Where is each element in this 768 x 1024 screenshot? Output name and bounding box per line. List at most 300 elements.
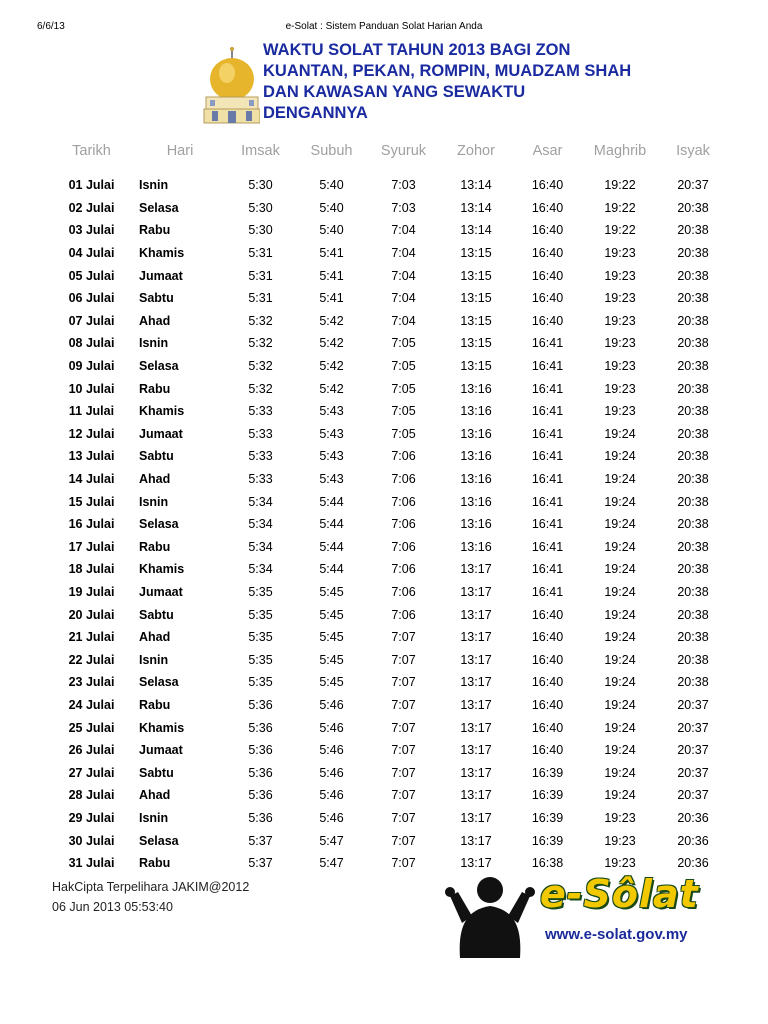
cell-subuh: 5:42 — [319, 381, 344, 396]
cell-date: 20 Julai — [68, 607, 115, 622]
cell-day: Ahad — [139, 788, 171, 803]
table-row — [48, 671, 729, 694]
cell-maghrib: 19:24 — [604, 675, 636, 690]
cell-day: Selasa — [139, 200, 179, 215]
cell-syuruk: 7:07 — [391, 743, 416, 758]
cell-subuh: 5:46 — [319, 765, 344, 780]
copyright-text: HakCipta Terpelihara JAKIM@2012 — [52, 880, 250, 894]
cell-subuh: 5:44 — [319, 539, 344, 554]
cell-isyak: 20:38 — [677, 426, 709, 441]
cell-maghrib: 19:24 — [604, 607, 636, 622]
cell-isyak: 20:38 — [677, 652, 709, 667]
cell-subuh: 5:42 — [319, 359, 344, 374]
cell-subuh: 5:45 — [319, 630, 344, 645]
cell-zohor: 13:15 — [460, 359, 492, 374]
cell-zohor: 13:17 — [460, 697, 492, 712]
cell-date: 22 Julai — [68, 652, 115, 667]
cell-date: 07 Julai — [68, 313, 115, 328]
cell-isyak: 20:38 — [677, 268, 709, 283]
cell-day: Ahad — [139, 630, 171, 645]
title-line: WAKTU SOLAT TAHUN 2013 BAGI ZON — [263, 41, 571, 59]
cell-day: Rabu — [139, 223, 171, 238]
cell-day: Khamis — [139, 562, 185, 577]
cell-subuh: 5:46 — [319, 788, 344, 803]
cell-maghrib: 19:24 — [604, 630, 636, 645]
cell-zohor: 13:17 — [460, 720, 492, 735]
cell-date: 08 Julai — [68, 336, 115, 351]
cell-maghrib: 19:23 — [604, 313, 636, 328]
cell-maghrib: 19:23 — [604, 810, 636, 825]
cell-zohor: 13:14 — [460, 200, 492, 215]
title-line: DENGANNYA — [263, 104, 368, 122]
cell-zohor: 13:15 — [460, 313, 492, 328]
cell-isyak: 20:37 — [677, 743, 709, 758]
cell-zohor: 13:16 — [460, 426, 492, 441]
cell-subuh: 5:43 — [319, 404, 344, 419]
cell-asar: 16:40 — [531, 200, 564, 215]
cell-isyak: 20:38 — [677, 223, 709, 238]
cell-isyak: 20:38 — [677, 584, 709, 599]
cell-zohor: 13:15 — [460, 336, 492, 351]
cell-syuruk: 7:07 — [391, 697, 416, 712]
table-row — [48, 739, 729, 762]
cell-subuh: 5:43 — [319, 426, 344, 441]
cell-imsak: 5:34 — [248, 517, 273, 532]
cell-day: Isnin — [139, 494, 169, 509]
prayer-times-table — [48, 140, 729, 874]
cell-asar: 16:39 — [531, 788, 564, 803]
table-row — [48, 355, 729, 378]
cell-date: 25 Julai — [68, 720, 115, 735]
cell-maghrib: 19:23 — [604, 291, 636, 306]
cell-syuruk: 7:06 — [391, 562, 416, 577]
cell-isyak: 20:38 — [677, 517, 709, 532]
cell-zohor: 13:14 — [460, 178, 492, 193]
cell-subuh: 5:41 — [319, 291, 344, 306]
timestamp-text: 06 Jun 2013 05:53:40 — [52, 900, 173, 914]
cell-date: 02 Julai — [68, 200, 115, 215]
column-header-imsak: Imsak — [241, 143, 280, 159]
column-header-isyak: Isyak — [676, 143, 710, 159]
cell-day: Sabtu — [139, 291, 174, 306]
cell-syuruk: 7:06 — [391, 584, 416, 599]
cell-imsak: 5:33 — [248, 472, 273, 487]
cell-asar: 16:40 — [531, 697, 564, 712]
cell-imsak: 5:32 — [248, 313, 273, 328]
cell-maghrib: 19:24 — [604, 720, 636, 735]
cell-subuh: 5:45 — [319, 584, 344, 599]
cell-isyak: 20:38 — [677, 359, 709, 374]
cell-day: Jumaat — [139, 743, 183, 758]
table-row — [48, 242, 729, 265]
table-row — [48, 648, 729, 671]
cell-subuh: 5:44 — [319, 517, 344, 532]
cell-imsak: 5:30 — [248, 223, 273, 238]
cell-imsak: 5:35 — [248, 607, 273, 622]
cell-subuh: 5:45 — [319, 675, 344, 690]
cell-day: Jumaat — [139, 268, 183, 283]
cell-syuruk: 7:04 — [391, 246, 416, 261]
cell-date: 28 Julai — [68, 788, 115, 803]
cell-day: Sabtu — [139, 607, 174, 622]
table-row — [48, 219, 729, 242]
cell-imsak: 5:36 — [248, 788, 273, 803]
cell-isyak: 20:38 — [677, 494, 709, 509]
cell-maghrib: 19:23 — [604, 856, 636, 871]
cell-maghrib: 19:22 — [604, 200, 636, 215]
cell-isyak: 20:38 — [677, 675, 709, 690]
cell-zohor: 13:14 — [460, 223, 492, 238]
cell-date: 21 Julai — [68, 630, 115, 645]
cell-isyak: 20:38 — [677, 562, 709, 577]
cell-syuruk: 7:06 — [391, 607, 416, 622]
cell-subuh: 5:41 — [319, 268, 344, 283]
cell-syuruk: 7:06 — [391, 472, 416, 487]
cell-maghrib: 19:24 — [604, 765, 636, 780]
cell-imsak: 5:35 — [248, 630, 273, 645]
cell-syuruk: 7:06 — [391, 539, 416, 554]
cell-zohor: 13:16 — [460, 494, 492, 509]
footer — [52, 877, 249, 917]
cell-subuh: 5:41 — [319, 246, 344, 261]
cell-subuh: 5:45 — [319, 652, 344, 667]
cell-isyak: 20:38 — [677, 607, 709, 622]
cell-day: Jumaat — [139, 426, 183, 441]
title-line: DAN KAWASAN YANG SEWAKTU — [263, 83, 526, 101]
cell-syuruk: 7:07 — [391, 765, 416, 780]
cell-asar: 16:40 — [531, 291, 564, 306]
column-header-tarikh: Tarikh — [72, 143, 111, 159]
cell-zohor: 13:17 — [460, 856, 492, 871]
cell-subuh: 5:47 — [319, 856, 344, 871]
cell-isyak: 20:38 — [677, 472, 709, 487]
cell-maghrib: 19:23 — [604, 833, 636, 848]
cell-asar: 16:41 — [531, 494, 564, 509]
cell-zohor: 13:15 — [460, 268, 492, 283]
cell-imsak: 5:30 — [248, 178, 273, 193]
cell-isyak: 20:38 — [677, 630, 709, 645]
table-row — [48, 400, 729, 423]
cell-subuh: 5:46 — [319, 720, 344, 735]
logo-text: e-Sôlat — [540, 872, 699, 916]
cell-syuruk: 7:07 — [391, 720, 416, 735]
table-row — [48, 784, 729, 807]
cell-date: 13 Julai — [68, 449, 115, 464]
cell-date: 29 Julai — [68, 810, 115, 825]
cell-isyak: 20:38 — [677, 291, 709, 306]
cell-syuruk: 7:05 — [391, 336, 416, 351]
cell-maghrib: 19:24 — [604, 743, 636, 758]
cell-subuh: 5:40 — [319, 200, 344, 215]
cell-imsak: 5:34 — [248, 494, 273, 509]
cell-asar: 16:38 — [531, 856, 564, 871]
cell-date: 30 Julai — [68, 833, 115, 848]
title-line: KUANTAN, PEKAN, ROMPIN, MUADZAM SHAH — [263, 62, 632, 80]
cell-zohor: 13:15 — [460, 246, 492, 261]
cell-zohor: 13:16 — [460, 472, 492, 487]
table-row — [48, 423, 729, 446]
cell-syuruk: 7:07 — [391, 630, 416, 645]
cell-asar: 16:40 — [531, 268, 564, 283]
cell-date: 03 Julai — [68, 223, 115, 238]
cell-imsak: 5:31 — [248, 291, 273, 306]
mosque-icon — [200, 45, 260, 125]
cell-isyak: 20:38 — [677, 449, 709, 464]
cell-syuruk: 7:04 — [391, 223, 416, 238]
cell-subuh: 5:40 — [319, 178, 344, 193]
page-title — [263, 40, 703, 124]
cell-syuruk: 7:03 — [391, 200, 416, 215]
cell-day: Ahad — [139, 472, 171, 487]
cell-day: Selasa — [139, 517, 179, 532]
cell-day: Isnin — [139, 810, 169, 825]
table-row — [48, 829, 729, 852]
cell-day: Isnin — [139, 652, 169, 667]
cell-day: Selasa — [139, 359, 179, 374]
cell-isyak: 20:37 — [677, 788, 709, 803]
cell-subuh: 5:40 — [319, 223, 344, 238]
cell-isyak: 20:38 — [677, 313, 709, 328]
print-header — [0, 0, 768, 30]
cell-asar: 16:41 — [531, 404, 564, 419]
cell-isyak: 20:36 — [677, 856, 709, 871]
print-title: e-Solat : Sistem Panduan Solat Harian Anda — [285, 21, 483, 32]
cell-imsak: 5:35 — [248, 675, 273, 690]
cell-maghrib: 19:24 — [604, 449, 636, 464]
cell-zohor: 13:16 — [460, 517, 492, 532]
cell-zohor: 13:17 — [460, 675, 492, 690]
cell-imsak: 5:37 — [248, 856, 273, 871]
print-date: 6/6/13 — [37, 21, 65, 32]
table-row — [48, 332, 729, 355]
cell-asar: 16:40 — [531, 652, 564, 667]
cell-subuh: 5:44 — [319, 494, 344, 509]
cell-date: 04 Julai — [68, 246, 115, 261]
cell-isyak: 20:36 — [677, 810, 709, 825]
cell-date: 24 Julai — [68, 697, 115, 712]
cell-date: 05 Julai — [68, 268, 115, 283]
cell-date: 17 Julai — [68, 539, 115, 554]
cell-imsak: 5:36 — [248, 810, 273, 825]
table-row — [48, 287, 729, 310]
cell-asar: 16:41 — [531, 336, 564, 351]
cell-date: 14 Julai — [68, 472, 115, 487]
cell-maghrib: 19:23 — [604, 381, 636, 396]
cell-date: 15 Julai — [68, 494, 115, 509]
cell-maghrib: 19:24 — [604, 697, 636, 712]
cell-imsak: 5:35 — [248, 584, 273, 599]
cell-zohor: 13:16 — [460, 381, 492, 396]
cell-subuh: 5:46 — [319, 697, 344, 712]
cell-maghrib: 19:23 — [604, 246, 636, 261]
cell-subuh: 5:45 — [319, 607, 344, 622]
cell-maghrib: 19:23 — [604, 268, 636, 283]
cell-asar: 16:40 — [531, 720, 564, 735]
cell-maghrib: 19:24 — [604, 426, 636, 441]
cell-isyak: 20:38 — [677, 404, 709, 419]
cell-syuruk: 7:07 — [391, 652, 416, 667]
cell-asar: 16:41 — [531, 539, 564, 554]
cell-zohor: 13:17 — [460, 652, 492, 667]
cell-maghrib: 19:24 — [604, 562, 636, 577]
cell-day: Rabu — [139, 697, 171, 712]
cell-maghrib: 19:22 — [604, 223, 636, 238]
cell-imsak: 5:33 — [248, 404, 273, 419]
cell-isyak: 20:38 — [677, 336, 709, 351]
table-header-row — [48, 140, 729, 168]
cell-day: Sabtu — [139, 765, 174, 780]
cell-syuruk: 7:07 — [391, 810, 416, 825]
cell-imsak: 5:36 — [248, 697, 273, 712]
cell-date: 10 Julai — [68, 381, 115, 396]
cell-date: 12 Julai — [68, 426, 115, 441]
column-header-maghrib: Maghrib — [593, 143, 647, 159]
cell-syuruk: 7:07 — [391, 675, 416, 690]
cell-syuruk: 7:06 — [391, 449, 416, 464]
cell-zohor: 13:15 — [460, 291, 492, 306]
table-row — [48, 445, 729, 468]
cell-imsak: 5:34 — [248, 562, 273, 577]
table-row — [48, 761, 729, 784]
cell-zohor: 13:17 — [460, 833, 492, 848]
cell-imsak: 5:35 — [248, 652, 273, 667]
cell-subuh: 5:46 — [319, 743, 344, 758]
cell-imsak: 5:32 — [248, 359, 273, 374]
cell-imsak: 5:30 — [248, 200, 273, 215]
table-row — [48, 377, 729, 400]
column-header-syuruk: Syuruk — [380, 143, 427, 159]
cell-maghrib: 19:23 — [604, 404, 636, 419]
cell-date: 19 Julai — [68, 584, 115, 599]
cell-zohor: 13:16 — [460, 404, 492, 419]
cell-syuruk: 7:05 — [391, 426, 416, 441]
table-row — [48, 513, 729, 536]
cell-imsak: 5:32 — [248, 381, 273, 396]
cell-asar: 16:40 — [531, 178, 564, 193]
cell-day: Isnin — [139, 336, 169, 351]
cell-day: Jumaat — [139, 584, 183, 599]
cell-isyak: 20:37 — [677, 720, 709, 735]
cell-asar: 16:41 — [531, 562, 564, 577]
cell-asar: 16:41 — [531, 472, 564, 487]
cell-syuruk: 7:06 — [391, 517, 416, 532]
cell-date: 06 Julai — [68, 291, 115, 306]
cell-subuh: 5:47 — [319, 833, 344, 848]
cell-asar: 16:40 — [531, 630, 564, 645]
cell-syuruk: 7:04 — [391, 313, 416, 328]
cell-syuruk: 7:03 — [391, 178, 416, 193]
cell-asar: 16:41 — [531, 584, 564, 599]
cell-maghrib: 19:24 — [604, 539, 636, 554]
praying-figure-icon — [440, 868, 540, 958]
cell-asar: 16:40 — [531, 743, 564, 758]
cell-syuruk: 7:06 — [391, 494, 416, 509]
table-row — [48, 264, 729, 287]
cell-day: Rabu — [139, 856, 171, 871]
cell-date: 27 Julai — [68, 765, 115, 780]
cell-imsak: 5:32 — [248, 336, 273, 351]
cell-isyak: 20:37 — [677, 765, 709, 780]
cell-syuruk: 7:07 — [391, 788, 416, 803]
cell-zohor: 13:17 — [460, 630, 492, 645]
cell-asar: 16:41 — [531, 381, 564, 396]
table-row — [48, 168, 729, 197]
table-row — [48, 468, 729, 491]
cell-asar: 16:39 — [531, 833, 564, 848]
cell-asar: 16:40 — [531, 223, 564, 238]
table-row — [48, 490, 729, 513]
cell-day: Khamis — [139, 404, 185, 419]
cell-asar: 16:41 — [531, 449, 564, 464]
cell-day: Khamis — [139, 720, 185, 735]
cell-date: 11 Julai — [68, 404, 115, 419]
cell-maghrib: 19:24 — [604, 494, 636, 509]
cell-maghrib: 19:23 — [604, 336, 636, 351]
cell-date: 23 Julai — [68, 675, 115, 690]
cell-date: 01 Julai — [68, 178, 115, 193]
cell-asar: 16:40 — [531, 313, 564, 328]
cell-maghrib: 19:23 — [604, 359, 636, 374]
cell-syuruk: 7:04 — [391, 268, 416, 283]
cell-zohor: 13:16 — [460, 539, 492, 554]
cell-asar: 16:40 — [531, 246, 564, 261]
cell-isyak: 20:38 — [677, 381, 709, 396]
e-solat-logo — [440, 868, 730, 958]
cell-day: Sabtu — [139, 449, 174, 464]
cell-syuruk: 7:04 — [391, 291, 416, 306]
cell-zohor: 13:17 — [460, 810, 492, 825]
cell-imsak: 5:31 — [248, 246, 273, 261]
cell-date: 09 Julai — [68, 359, 115, 374]
cell-day: Rabu — [139, 381, 171, 396]
cell-maghrib: 19:24 — [604, 472, 636, 487]
table-row — [48, 807, 729, 830]
cell-subuh: 5:42 — [319, 313, 344, 328]
cell-date: 31 Julai — [68, 856, 115, 871]
column-header-zohor: Zohor — [457, 143, 495, 159]
cell-date: 16 Julai — [68, 517, 115, 532]
cell-imsak: 5:36 — [248, 720, 273, 735]
cell-day: Rabu — [139, 539, 171, 554]
column-header-asar: Asar — [532, 143, 563, 159]
cell-subuh: 5:44 — [319, 562, 344, 577]
table-row — [48, 626, 729, 649]
cell-date: 26 Julai — [68, 743, 115, 758]
cell-imsak: 5:36 — [248, 765, 273, 780]
cell-isyak: 20:38 — [677, 539, 709, 554]
cell-day: Isnin — [139, 178, 169, 193]
cell-asar: 16:41 — [531, 359, 564, 374]
table-row — [48, 558, 729, 581]
cell-zohor: 13:17 — [460, 584, 492, 599]
cell-maghrib: 19:22 — [604, 178, 636, 193]
cell-isyak: 20:38 — [677, 246, 709, 261]
cell-syuruk: 7:05 — [391, 404, 416, 419]
cell-syuruk: 7:07 — [391, 833, 416, 848]
cell-zohor: 13:17 — [460, 765, 492, 780]
logo-url: www.e-solat.gov.my — [545, 926, 688, 943]
cell-zohor: 13:17 — [460, 788, 492, 803]
cell-syuruk: 7:05 — [391, 359, 416, 374]
cell-maghrib: 19:24 — [604, 652, 636, 667]
cell-zohor: 13:17 — [460, 562, 492, 577]
cell-isyak: 20:38 — [677, 200, 709, 215]
cell-asar: 16:41 — [531, 426, 564, 441]
cell-imsak: 5:36 — [248, 743, 273, 758]
cell-subuh: 5:46 — [319, 810, 344, 825]
cell-asar: 16:39 — [531, 765, 564, 780]
table-row — [48, 197, 729, 220]
